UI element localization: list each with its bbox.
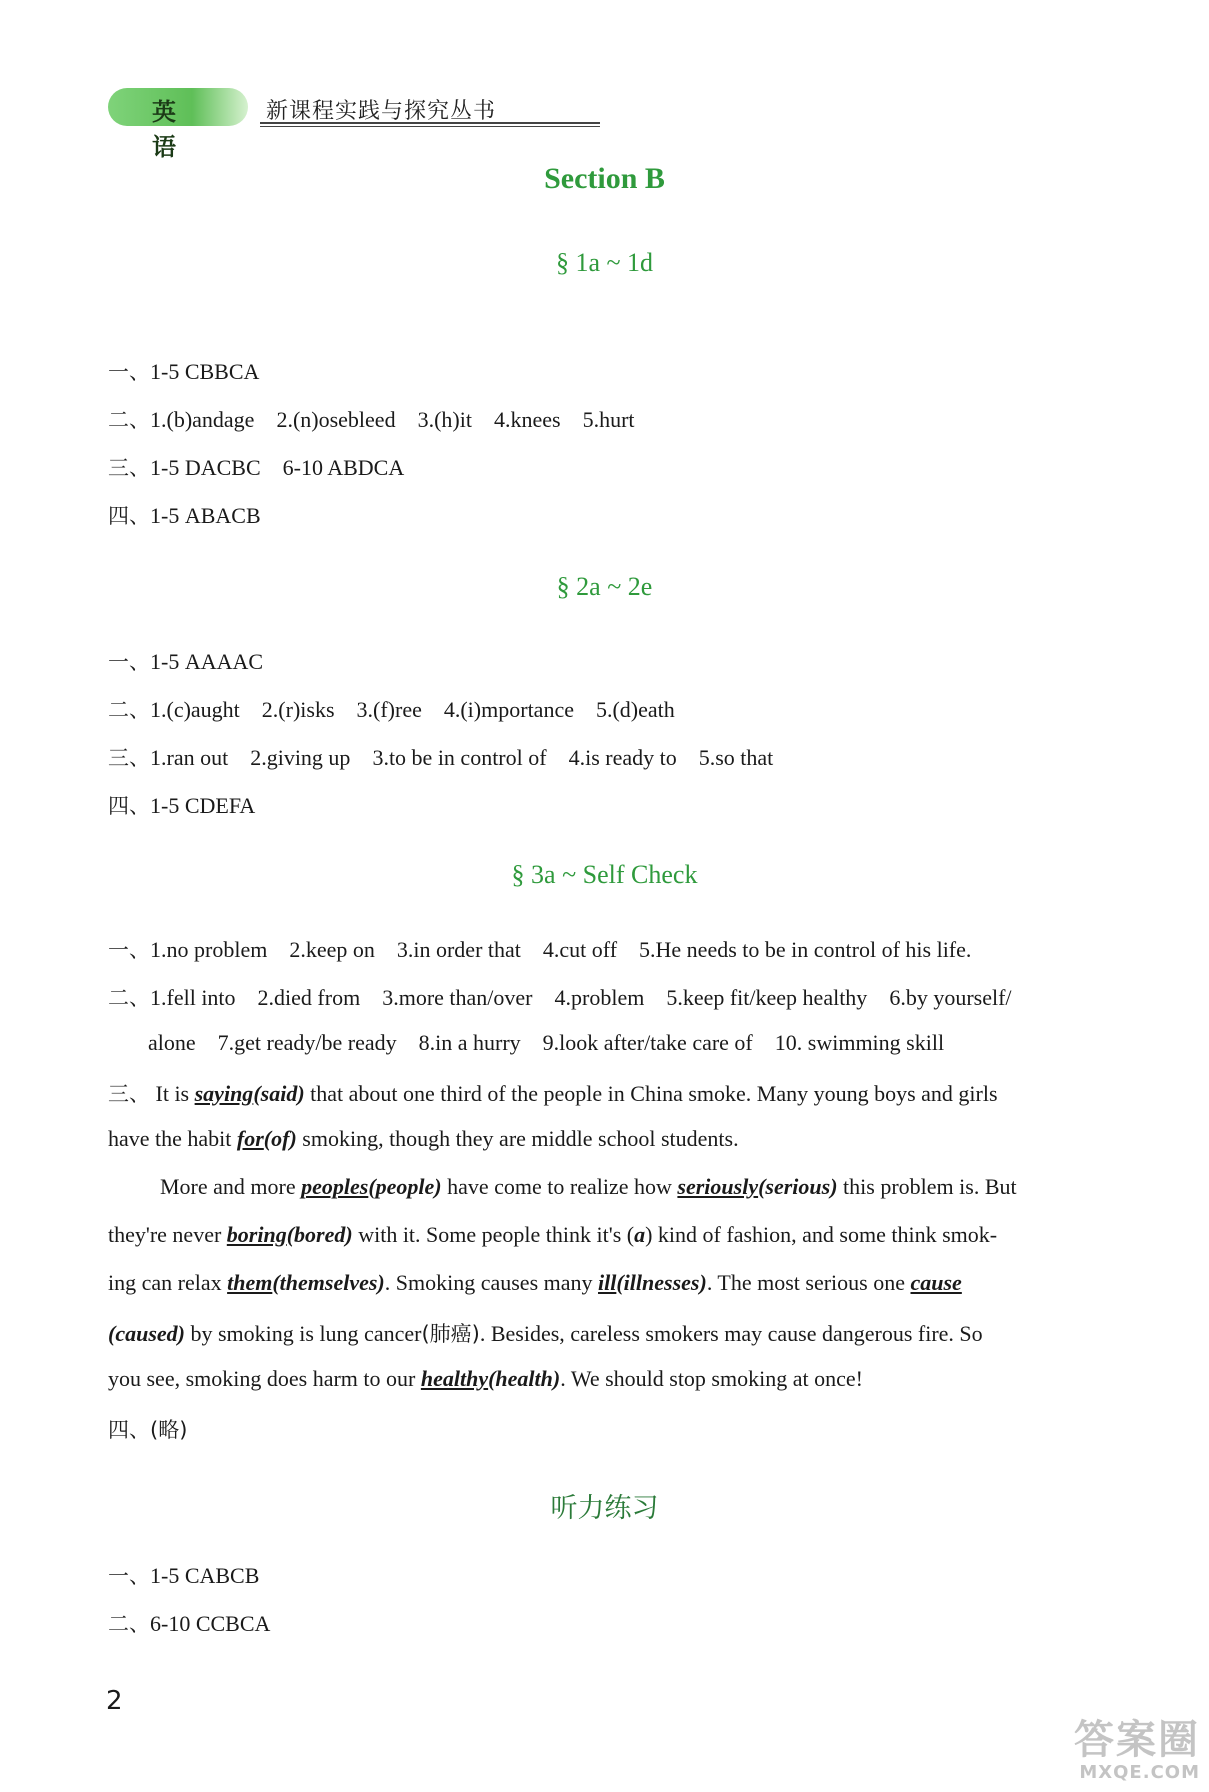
- answer-line: 一、1-5 AAAAC: [108, 649, 264, 674]
- answer-line: 二、1.(b)andage 2.(n)osebleed 3.(h)it 4.knees 5.hurt: [108, 407, 635, 432]
- answer-line: 四、1-5 ABACB: [108, 503, 261, 528]
- answer-line: 一、1-5 CBBCA: [108, 359, 260, 384]
- subsection-title-2a-2e: § 2a ~ 2e: [556, 572, 653, 601]
- correction-paragraph-line: you see, smoking does harm to our healthy(health). We should stop smoking at once!: [108, 1366, 863, 1391]
- answer-line: 四、(略): [108, 1418, 188, 1442]
- subsection-title-3a-self-check: § 3a ~ Self Check: [511, 860, 698, 889]
- header-rule: [260, 122, 600, 124]
- subject-label: 英语: [152, 98, 180, 161]
- answer-line: 二、6-10 CCBCA: [108, 1611, 271, 1636]
- subsection-title-listening: 听力练习: [550, 1493, 659, 1524]
- answer-line: 四、1-5 CDEFA: [108, 793, 256, 818]
- watermark-logo: 答案圈 MXQE.COM: [1074, 1717, 1200, 1783]
- answer-line: 三、1-5 DACBC 6-10 ABDCA: [108, 455, 405, 480]
- page-number: 2: [106, 1686, 123, 1716]
- subsection-title-1a-1d: § 1a ~ 1d: [555, 248, 654, 277]
- answer-line: 一、1-5 CABCB: [108, 1563, 260, 1588]
- correction-paragraph-line: (caused) by smoking is lung cancer(肺癌). Besides, careless smokers may cause dangerous fire. So: [108, 1321, 983, 1346]
- answer-line: 一、1.no problem 2.keep on 3.in order that 4.cut off 5.He needs to be in control of his life.: [108, 937, 972, 962]
- correction-paragraph-line: More and more peoples(people) have come to realize how seriously(serious) this problem is. But: [160, 1174, 1017, 1199]
- series-title: 新课程实践与探究丛书: [266, 99, 497, 124]
- correction-paragraph-line: ing can relax them(themselves). Smoking causes many ill(illnesses). The most serious one cause: [108, 1270, 962, 1295]
- header-rule-thin: [260, 126, 600, 127]
- answer-line: 二、1.(c)aught 2.(r)isks 3.(f)ree 4.(i)mportance 5.(d)eath: [108, 697, 675, 722]
- correction-paragraph-line: they're never boring(bored) with it. Some people think it's (a) kind of fashion, and some think smok-: [108, 1222, 998, 1247]
- answer-line: 三、1.ran out 2.giving up 3.to be in control of 4.is ready to 5.so that: [108, 745, 774, 770]
- answer-line: alone 7.get ready/be ready 8.in a hurry 9.look after/take care of 10. swimming skill: [148, 1030, 945, 1055]
- answer-line: 二、1.fell into 2.died from 3.more than/over 4.problem 5.keep fit/keep healthy 6.by yourself/: [108, 985, 1012, 1010]
- section-title: Section B: [544, 162, 665, 195]
- correction-paragraph-line: 三、 It is saying(said) that about one third of the people in China smoke. Many young boys and girls: [108, 1081, 998, 1106]
- correction-paragraph-line: have the habit for(of) smoking, though they are middle school students.: [108, 1126, 739, 1151]
